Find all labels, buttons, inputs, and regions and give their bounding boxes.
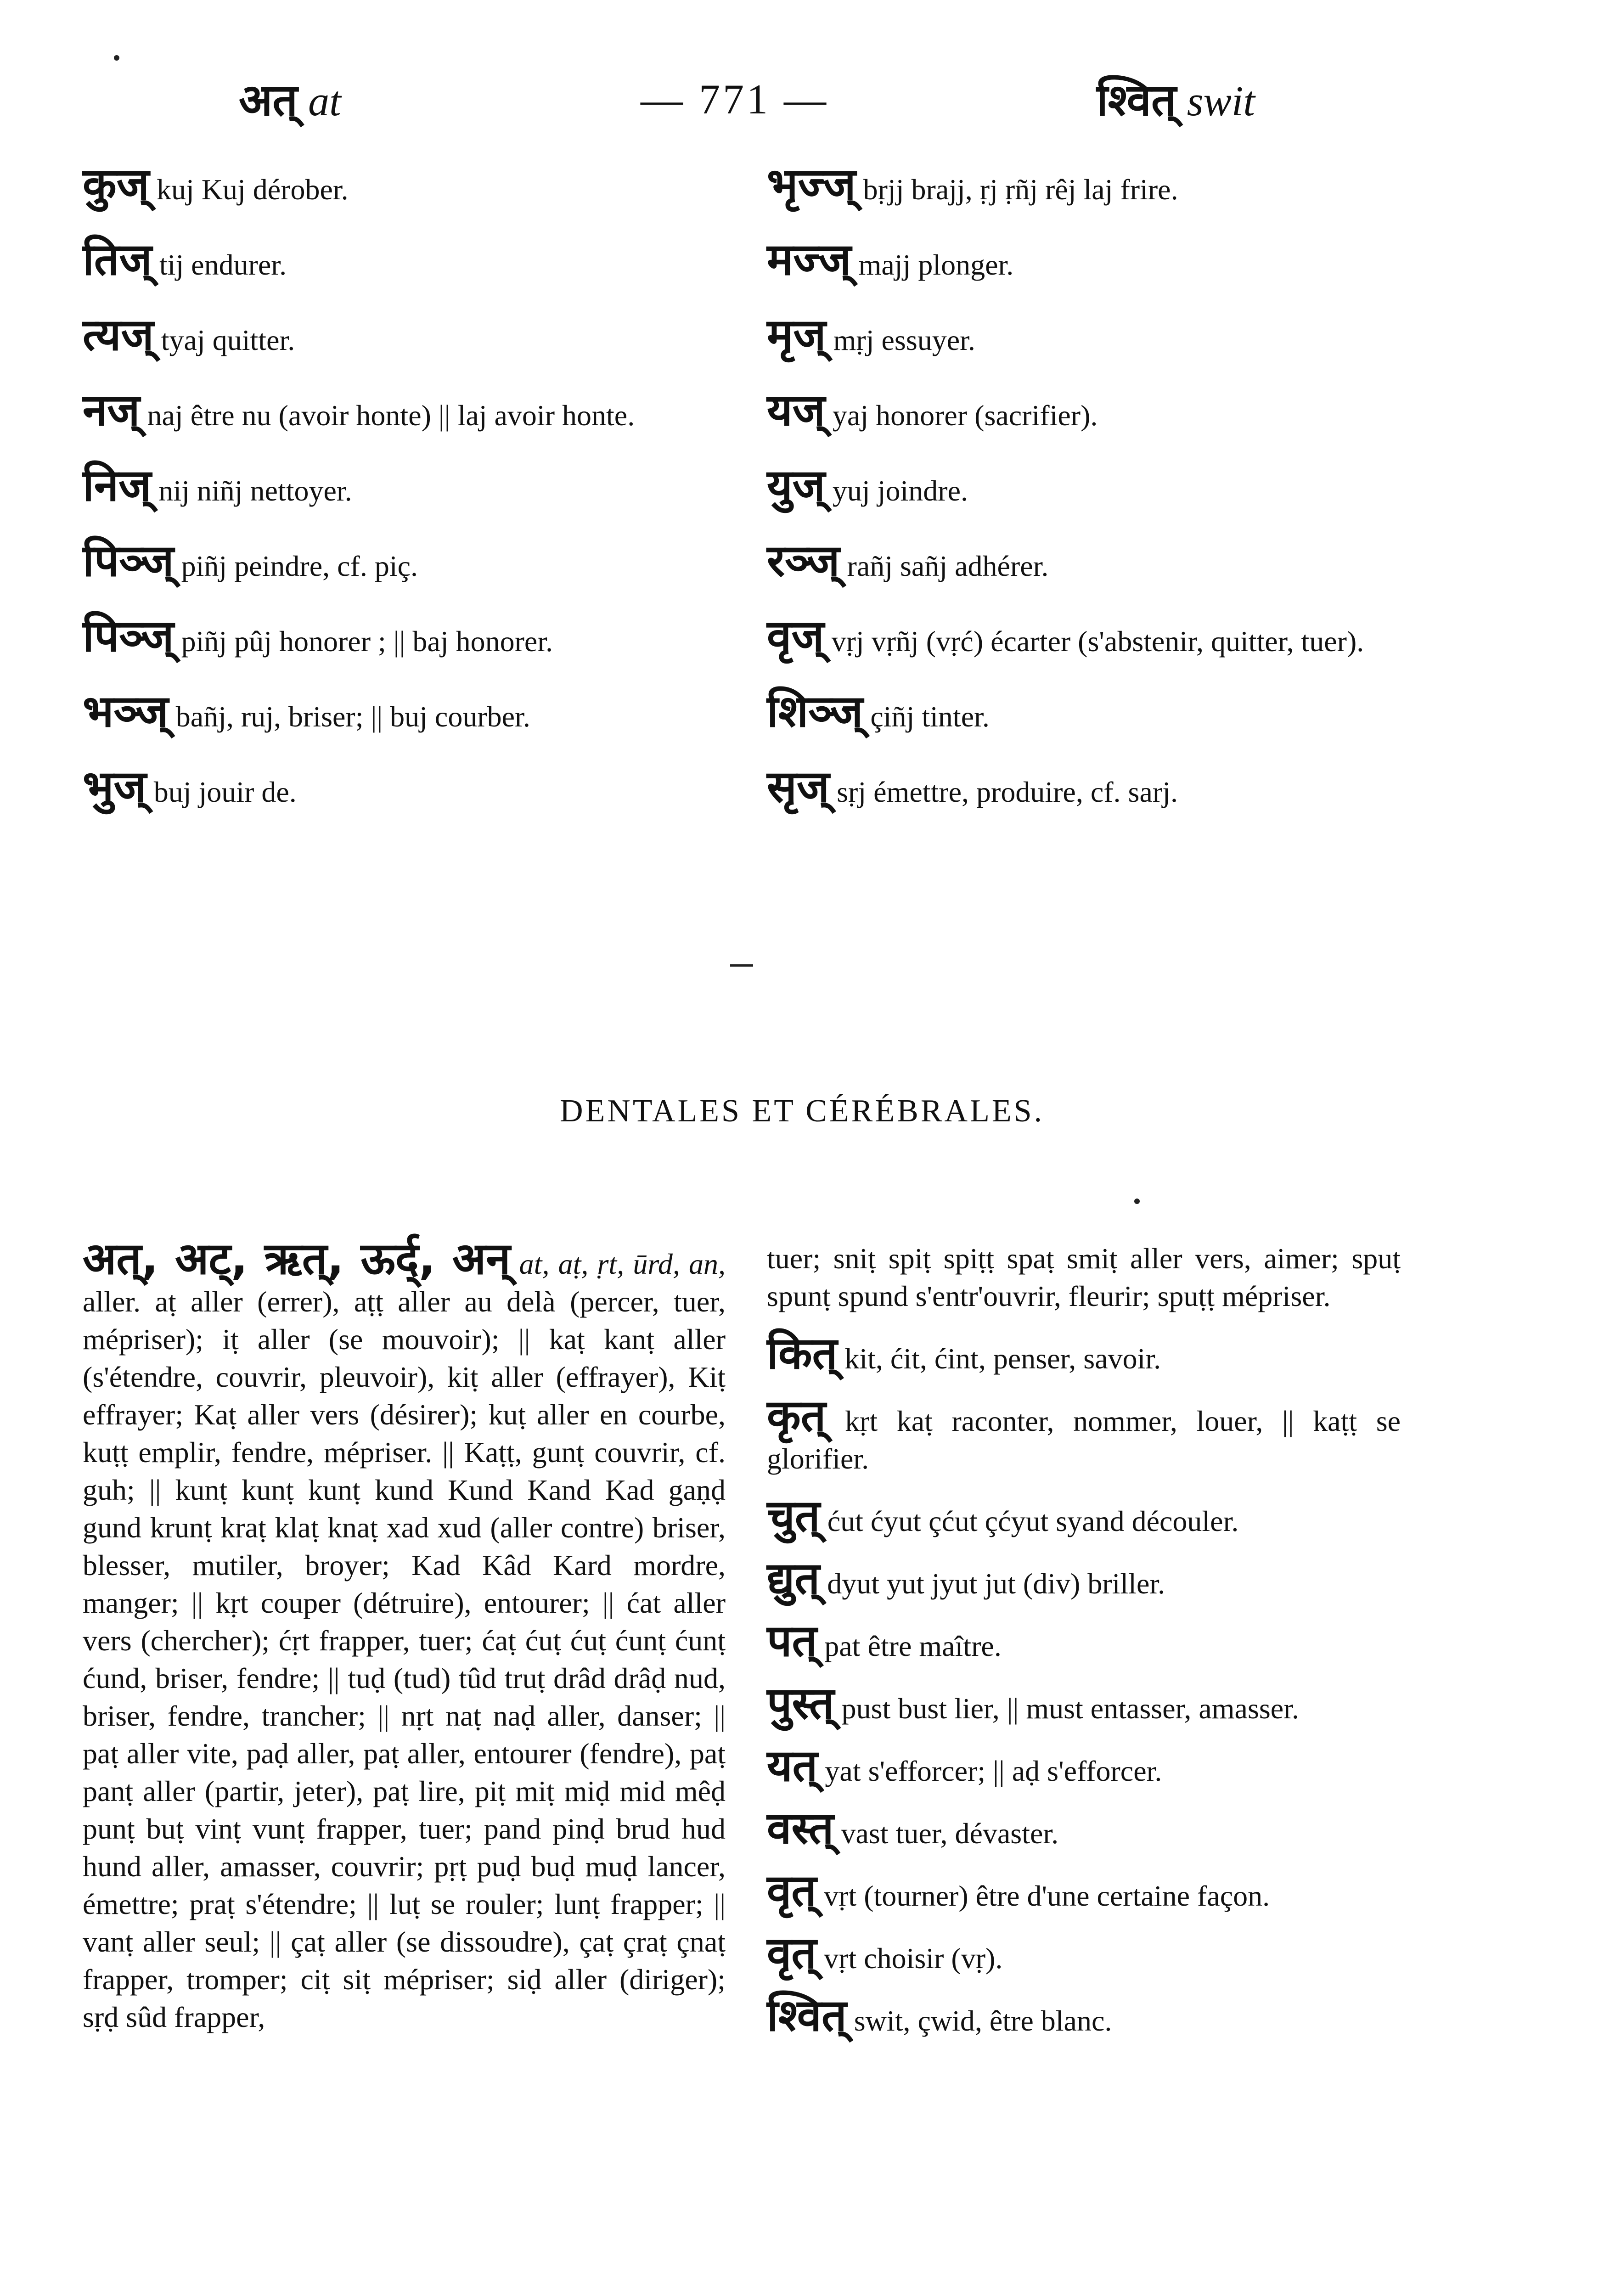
entry-devanagari: मृज् [767,309,826,360]
entry [767,460,1401,511]
entry [83,158,735,210]
entry [767,234,1401,285]
entry-devanagari: सृज् [767,761,830,812]
entry [83,761,735,812]
entry-devanagari: मज्ज् [767,234,851,285]
entry [767,1328,1401,1379]
entry [767,309,1401,360]
entry-text: tuer; sniṭ spiṭ spiṭṭ spaṭ smiṭ aller vers, aimer; spuṭ spunṭ spund s'entr'ouvrir, fleurir; spuṭṭ mépriser. [767,1242,1401,1312]
entry-text: kṛt kaṭ raconter, nommer, louer, || kaṭṭ se glorifier. [767,1405,1401,1475]
running-head-right-devanagari: श्वित् [1096,74,1176,126]
entry-devanagari: पिञ्ज् [83,610,174,662]
entry [767,1677,1401,1729]
entry-text: buj jouir de. [153,776,297,808]
entry-text: bañj, ruj, briser; || buj courber. [175,700,530,733]
entry [767,1990,1401,2041]
entry-devanagari: पुस्त् [767,1677,834,1729]
entry-text: tij endurer. [159,248,287,281]
entry-text: nij niñj nettoyer. [158,474,352,507]
entry-devanagari: कृत् [767,1390,826,1441]
entry [83,686,735,737]
bottom-left-column [83,1233,726,2068]
entry-devanagari: यज् [767,384,825,436]
entry-devanagari: चुत् [767,1490,820,1542]
entry-devanagari: भुज् [83,761,146,812]
entry-text: çiñj tinter. [870,700,990,733]
entry-devanagari: पत् [767,1615,817,1666]
entry [767,610,1401,662]
entry-text: bṛjj brajj, ṛj ṛñj rêj laj frire. [863,173,1178,206]
entry-text: tyaj quitter. [161,324,295,356]
entry-text: vṛj vṛñj (vṛć) écarter (s'abstenir, quitter, tuer). [831,625,1364,658]
entry-devanagari: कुज् [83,158,149,210]
entry [83,460,735,511]
entry-devanagari: वस्त् [767,1802,834,1854]
entry-devanagari: तिज् [83,234,152,285]
entry [83,309,735,360]
entry-devanagari: यत् [767,1740,818,1791]
entry-text: dyut yut jyut jut (div) briller. [827,1567,1165,1600]
entry [767,1802,1401,1854]
entry-text: swit, çwid, être blanc. [854,2004,1112,2037]
entry-text: pust bust lier, || must entasser, amasser. [841,1692,1299,1725]
running-head-left-devanagari: अत् [239,74,298,126]
entry-devanagari: निज् [83,460,152,511]
entry-text: yaj honorer (sacrifier). [832,399,1098,432]
section-separator [730,964,753,967]
entry-text: kit, ćit, ćint, penser, savoir. [844,1342,1161,1375]
entry [767,384,1401,436]
entry-devanagari: वृत् [767,1865,817,1916]
entry-text: ćut ćyut çćut çćyut syand découler. [827,1505,1239,1537]
entry-text: rañj sañj adhérer. [847,550,1049,582]
entry-continuation [767,1240,1401,1315]
entry-text: majj plonger. [858,248,1014,281]
entry-devanagari: त्यज् [83,309,154,360]
entry [83,610,735,662]
entry-devanagari: कित् [767,1328,838,1379]
entry-devanagari: नज् [83,384,140,436]
entry [767,761,1401,812]
entry [767,1927,1401,1979]
running-head-right [1096,74,1255,126]
entry [767,1740,1401,1791]
top-left-column [83,158,735,843]
entry-text: sṛj émettre, produire, cf. sarj. [837,776,1178,808]
entry [767,1553,1401,1604]
top-right-column [767,158,1401,843]
running-head-right-word: swit [1187,78,1255,124]
entry-devanagari: युज् [767,460,825,511]
entry-text: yuj joindre. [832,474,968,507]
entry-headwords: at, aṭ, ṛt, ūrd, an, [519,1248,726,1280]
entry [767,1490,1401,1542]
entry [83,234,735,285]
entry-text: naj être nu (avoir honte) || laj avoir honte. [147,399,635,432]
running-head-left-word: at [308,78,341,124]
entry-devanagari: श्वित् [767,1990,847,2041]
entry [83,535,735,586]
entry-devanagari: वृत् [767,1927,817,1979]
entry [83,384,735,436]
entry [767,158,1401,210]
entry-text: aller. aṭ aller (errer), aṭṭ aller au delà (percer, tuer, mépriser); iṭ aller (se mouvoir); || kaṭ kanṭ aller (s'étendre, couvrir, pleuvoir), kiṭ aller (effrayer), Kiṭ effrayer; Kaṭ aller vers (désirer); kuṭ aller en courbe, kuṭṭ emplir, fendre, mépriser. || Kaṭṭ, gunṭ couvrir, cf. guh; || kunṭ kunṭ kunṭ kund Kund Kand Kad gaṇḍ gund krunṭ kraṭ klaṭ knaṭ xad xud (aller contre) briser, blesser, mutiler, broyer; Kad Kâd Kard mordre, manger; || kṛt couper (détruire), entourer; || ćat aller vers (chercher); ćṛt frapper, tuer; ćaṭ ćuṭ ćuṭ ćunṭ ćunṭ ćund, briser, fendre; || tuḍ (tud) tûd truṭ drâd drâḍ nud, briser, fendre, trancher; || nṛt naṭ naḍ aller, danser; || paṭ aller vite, paḍ aller, paṭ aller, entourer (fendre), paṭ panṭ aller (partir, jeter), paṭ lire, piṭ miṭ miḍ mid mêḍ punṭ buṭ vinṭ vunṭ frapper, tuer; pand pinḍ brud hud hund aller, amasser, couvrir; pṛṭ puḍ buḍ muḍ lancer, émettre; praṭ s'étendre; || luṭ se rouler; lunṭ frapper; || vanṭ aller seul; || çaṭ aller (se dissoudre), çaṭ çraṭ çnaṭ frapper, tromper; ciṭ siṭ mépriser; siḍ aller (diriger); sṛḍ sûd frapper, [83,1285,726,2033]
entry-devanagari: द्युत् [767,1553,820,1604]
entry [767,1865,1401,1916]
entry-text: mṛj essuyer. [833,324,975,356]
page-number: — 771 — [641,76,829,123]
entry-text: pat être maître. [824,1630,1002,1662]
entry [767,1390,1401,1478]
entry-text: vṛt choisir (vṛ). [824,1942,1003,1975]
entry-devanagari: पिञ्ज् [83,535,174,586]
section-title: DENTALES ET CÉRÉBRALES. [559,1093,1045,1129]
entry-text: piñj peindre, cf. piç. [181,550,418,582]
bottom-right-column [767,1240,1401,2059]
entry-devanagari: रञ्ज् [767,535,840,586]
entry [767,686,1401,737]
entry-text: vast tuer, dévaster. [841,1817,1059,1850]
entry-text: kuj Kuj dérober. [156,173,349,206]
entry-devanagari: भृज्ज् [767,158,856,210]
entry [83,1233,726,2036]
entry-devanagari: शिञ्ज् [767,686,863,737]
entry-devanagari: भञ्ज् [83,686,169,737]
entry-text: vṛt (tourner) être d'une certaine façon. [824,1880,1270,1912]
entry-devanagari: वृज् [767,610,824,662]
ink-speck [1134,1199,1140,1204]
running-head-left [239,74,341,126]
entry [767,535,1401,586]
entry-text: yat s'efforcer; || aḍ s'efforcer. [825,1755,1162,1787]
ink-speck [114,55,119,61]
entry-text: piñj pûj honorer ; || baj honorer. [181,625,553,658]
entry-devanagari: अत्, अट्, ऋत्, ऊर्द्, अन् [83,1233,511,1284]
entry [767,1615,1401,1666]
